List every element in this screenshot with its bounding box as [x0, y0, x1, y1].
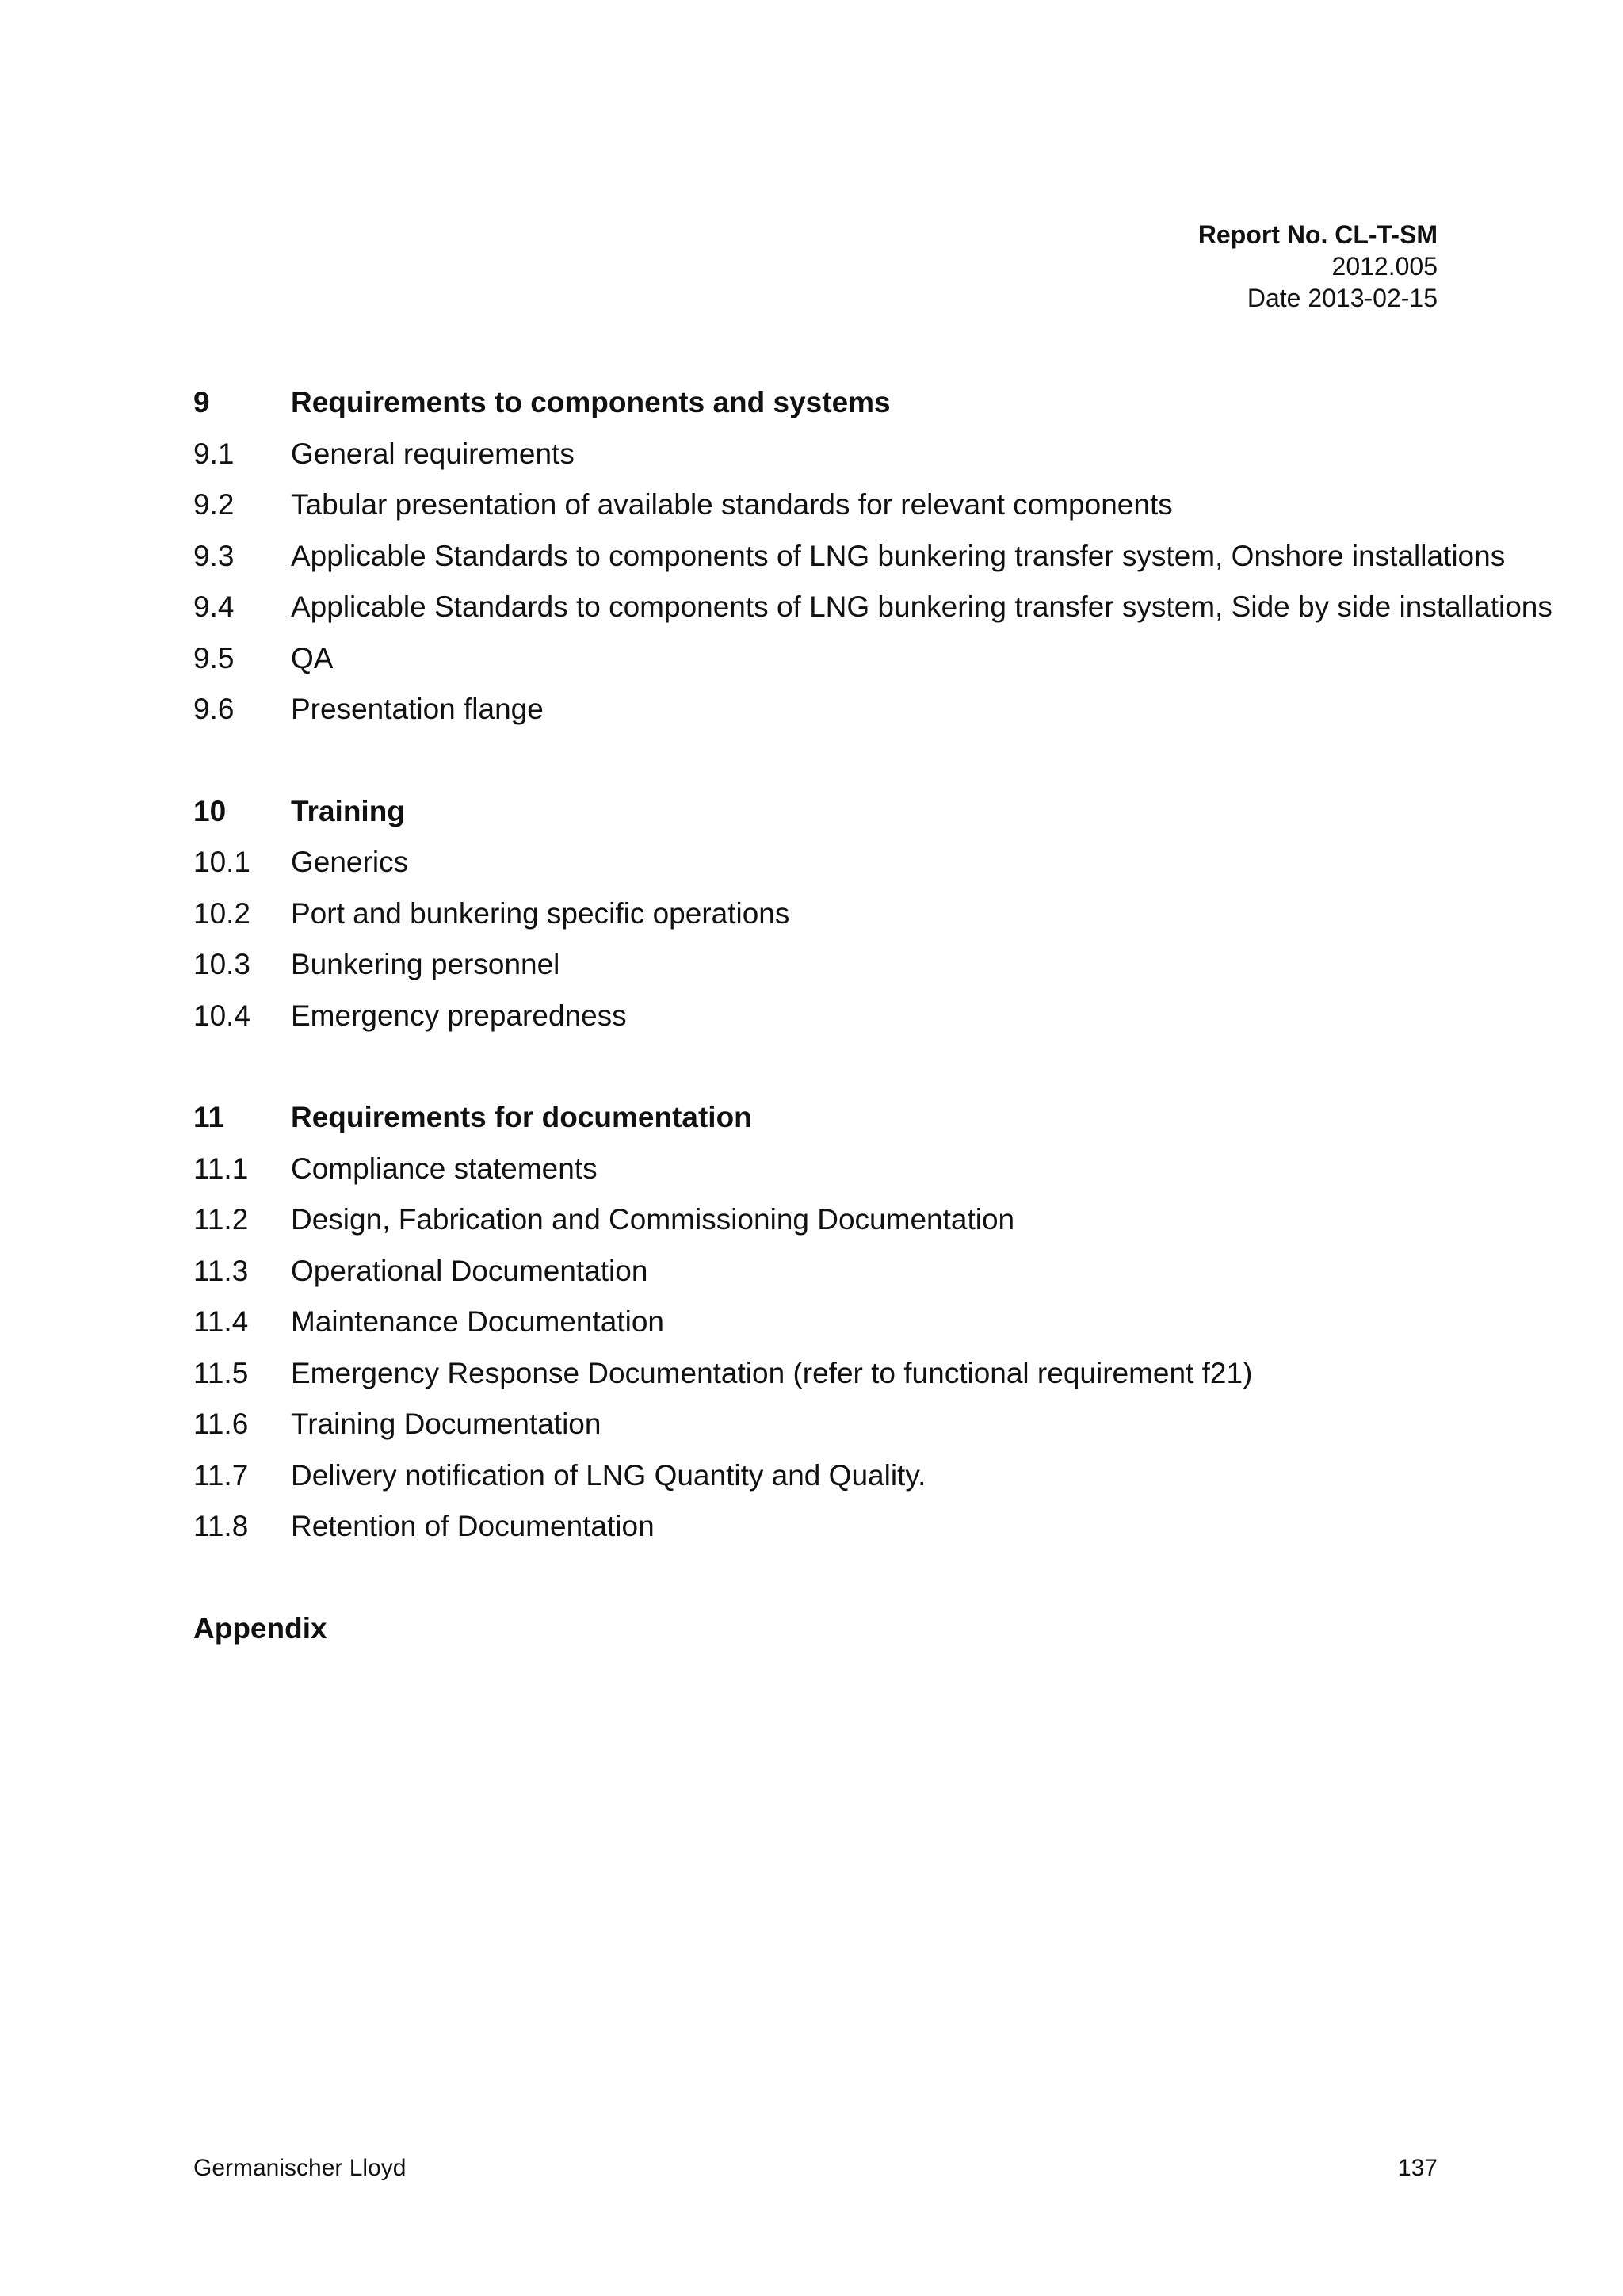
entry-title: Compliance statements	[291, 1152, 598, 1185]
entry-title: General requirements	[291, 437, 575, 470]
entry-number: 11.2	[193, 1203, 249, 1236]
toc-entry	[193, 1194, 1445, 1246]
toc-entry	[193, 1501, 1445, 1553]
entry-number: 9.6	[193, 693, 235, 725]
toc-entry	[193, 531, 1506, 583]
section-title: Requirements for documentation	[291, 1101, 752, 1133]
entry-number: 9.3	[193, 539, 235, 572]
toc-entry	[193, 1297, 1445, 1348]
toc-entry	[193, 1450, 1445, 1502]
entry-title: Generics	[291, 846, 409, 878]
entry-title: Emergency preparedness	[291, 999, 627, 1032]
entry-number: 10.2	[193, 896, 251, 930]
entry-title: Retention of Documentation	[291, 1510, 655, 1542]
toc-entry	[193, 1399, 1445, 1450]
entry-title: Applicable Standards to components of LNG bunkering transfer system, Onshore installations	[291, 539, 1506, 572]
toc-section-10	[193, 786, 1445, 1042]
entry-number: 11.4	[193, 1305, 249, 1338]
toc-entry	[193, 1144, 1445, 1195]
report-date: Date 2013-02-15	[1247, 284, 1438, 312]
entry-title: Bunkering personnel	[291, 948, 560, 980]
section-number: 10	[193, 794, 227, 827]
entry-number: 11.8	[193, 1510, 249, 1542]
entry-title: Operational Documentation	[291, 1254, 648, 1287]
toc-entry	[193, 837, 1445, 888]
entry-number: 9.2	[193, 488, 235, 521]
toc-entry	[193, 582, 1552, 633]
toc-entry	[193, 1246, 1445, 1297]
toc-section-9	[193, 377, 1552, 735]
entry-title: Emergency Response Documentation (refer to functional requirement f21)	[291, 1356, 1253, 1389]
table-of-contents	[193, 377, 1552, 1654]
section-number: 11	[193, 1101, 225, 1133]
entry-title: Applicable Standards to components of LNG bunkering transfer system, Side by side installations	[291, 590, 1552, 623]
entry-title: Presentation flange	[291, 693, 544, 725]
section-title: Training	[291, 794, 405, 827]
entry-title: Tabular presentation of available standards for relevant components	[291, 488, 1173, 521]
toc-entry	[193, 479, 1445, 531]
toc-section-11	[193, 1092, 1445, 1553]
entry-number: 11.7	[193, 1458, 249, 1492]
entry-title: Delivery notification of LNG Quantity and Quality.	[291, 1458, 926, 1492]
entry-number: 9.5	[193, 641, 235, 674]
section-number: 9	[193, 386, 210, 418]
toc-entry	[193, 888, 1445, 940]
entry-number: 10.4	[193, 999, 251, 1032]
toc-heading	[193, 377, 1445, 429]
entry-number: 9.1	[193, 437, 235, 470]
entry-title: QA	[291, 641, 334, 674]
appendix-heading: Appendix	[193, 1611, 327, 1645]
entry-title: Design, Fabrication and Commissioning Documentation	[291, 1203, 1015, 1236]
entry-number: 11.1	[193, 1152, 249, 1185]
entry-number: 9.4	[193, 590, 235, 623]
entry-title: Maintenance Documentation	[291, 1305, 665, 1338]
page-footer	[193, 2153, 1438, 2184]
entry-number: 10.3	[193, 948, 251, 980]
entry-title: Port and bunkering specific operations	[291, 896, 790, 930]
entry-number: 11.6	[193, 1408, 249, 1440]
toc-entry	[193, 1348, 1445, 1400]
entry-number: 10.1	[193, 846, 251, 878]
footer-company: Germanischer Lloyd	[193, 2155, 407, 2181]
toc-entry	[193, 684, 1445, 735]
page-number: 137	[1397, 2155, 1438, 2181]
toc-entry	[193, 939, 1445, 991]
toc-heading	[193, 1092, 1445, 1144]
entry-number: 11.3	[193, 1254, 249, 1287]
entry-number: 11.5	[193, 1356, 249, 1389]
toc-heading	[193, 786, 1445, 838]
report-header	[1198, 219, 1438, 314]
report-number-value: 2012.005	[1331, 252, 1438, 281]
toc-entry	[193, 429, 1445, 480]
report-number-label: Report No. CL-T-SM	[1197, 220, 1438, 249]
section-title: Requirements to components and systems	[291, 386, 891, 418]
toc-entry	[193, 991, 1445, 1042]
entry-title: Training Documentation	[291, 1408, 601, 1440]
toc-entry	[193, 633, 1445, 685]
